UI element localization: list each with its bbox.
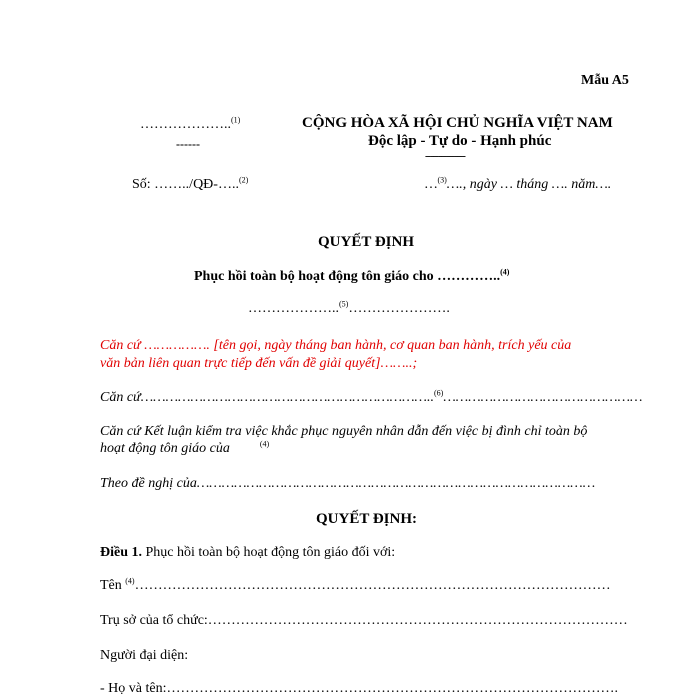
motto-rule: --------------- [425, 150, 465, 162]
agency-name [140, 117, 240, 133]
representative-label: Người đại diện: [100, 648, 189, 663]
headquarters-line: Trụ sở của tổ chức:……………………………………………………………………………… [100, 613, 628, 628]
place-footnote: (3) [437, 175, 447, 185]
date-text: …., ngày … tháng …. năm…. [446, 177, 612, 192]
document-number [132, 177, 248, 193]
subject-footnote: (4) [500, 267, 510, 277]
number-label: Số: ……../QĐ-….. [132, 177, 239, 192]
agency-rule: ------ [176, 137, 200, 151]
subject-text: Phục hồi toàn bộ hoạt động tôn giáo cho ………….. [194, 269, 501, 284]
basis-line-1b: văn bản liên quan trực tiếp đến vấn đề giải quyết]……..; [100, 356, 418, 371]
basis-line-2 [100, 390, 643, 406]
basis-2-left: Căn cứ…………………………………………………………….. [100, 390, 434, 405]
org-name-line [100, 578, 611, 594]
basis-2-footnote: (6) [434, 388, 444, 398]
authority-footnote: (5) [339, 299, 349, 309]
decision-heading: QUYẾT ĐỊNH: [316, 511, 417, 527]
nation-title: CỘNG HÒA XÃ HỘI CHỦ NGHĨA VIỆT NAM [302, 115, 613, 131]
motto: Độc lập - Tự do - Hạnh phúc [368, 133, 552, 149]
number-footnote: (2) [238, 175, 249, 185]
basis-3b-text: hoạt động tôn giáo của [100, 441, 230, 456]
article-1-label: Điều 1. [100, 545, 142, 560]
org-name-footnote: (4) [125, 576, 135, 586]
agency-footnote: (1) [231, 115, 241, 125]
article-1 [100, 545, 395, 561]
org-name-label: Tên [100, 578, 122, 593]
basis-line-1a: Căn cứ ……………. [tên gọi, ngày tháng ban hành, cơ quan ban hành, trích yếu của [100, 338, 572, 353]
form-code: Mẫu A5 [581, 73, 629, 88]
agency-dots: ……………….. [140, 117, 231, 132]
decision-subject [194, 269, 509, 285]
representative-name-line: - Họ và tên:……………………………………………………………………………………. [100, 681, 618, 696]
authority-left-dots: ……………….. [248, 301, 339, 316]
basis-line-3a: Căn cứ Kết luận kiểm tra việc khắc phục nguyên nhân dẫn đến việc bị đình chỉ toàn bộ [100, 424, 588, 439]
basis-3-footnote: (4) [259, 439, 270, 449]
place-date [425, 177, 611, 193]
issuing-authority [248, 301, 450, 317]
place-prefix: … [425, 177, 438, 192]
org-name-dots: ………………………………………………………………………………………… [134, 578, 611, 593]
proposal-line: Theo đề nghị của…………………………………………………………………………………… [100, 476, 596, 491]
basis-line-3b [100, 441, 269, 457]
basis-2-right: ………………………………………… [443, 390, 643, 405]
authority-right-dots: …………………. [348, 301, 450, 316]
article-1-text: Phục hồi toàn bộ hoạt động tôn giáo đối với: [142, 545, 396, 560]
decision-title: QUYẾT ĐỊNH [318, 234, 414, 250]
